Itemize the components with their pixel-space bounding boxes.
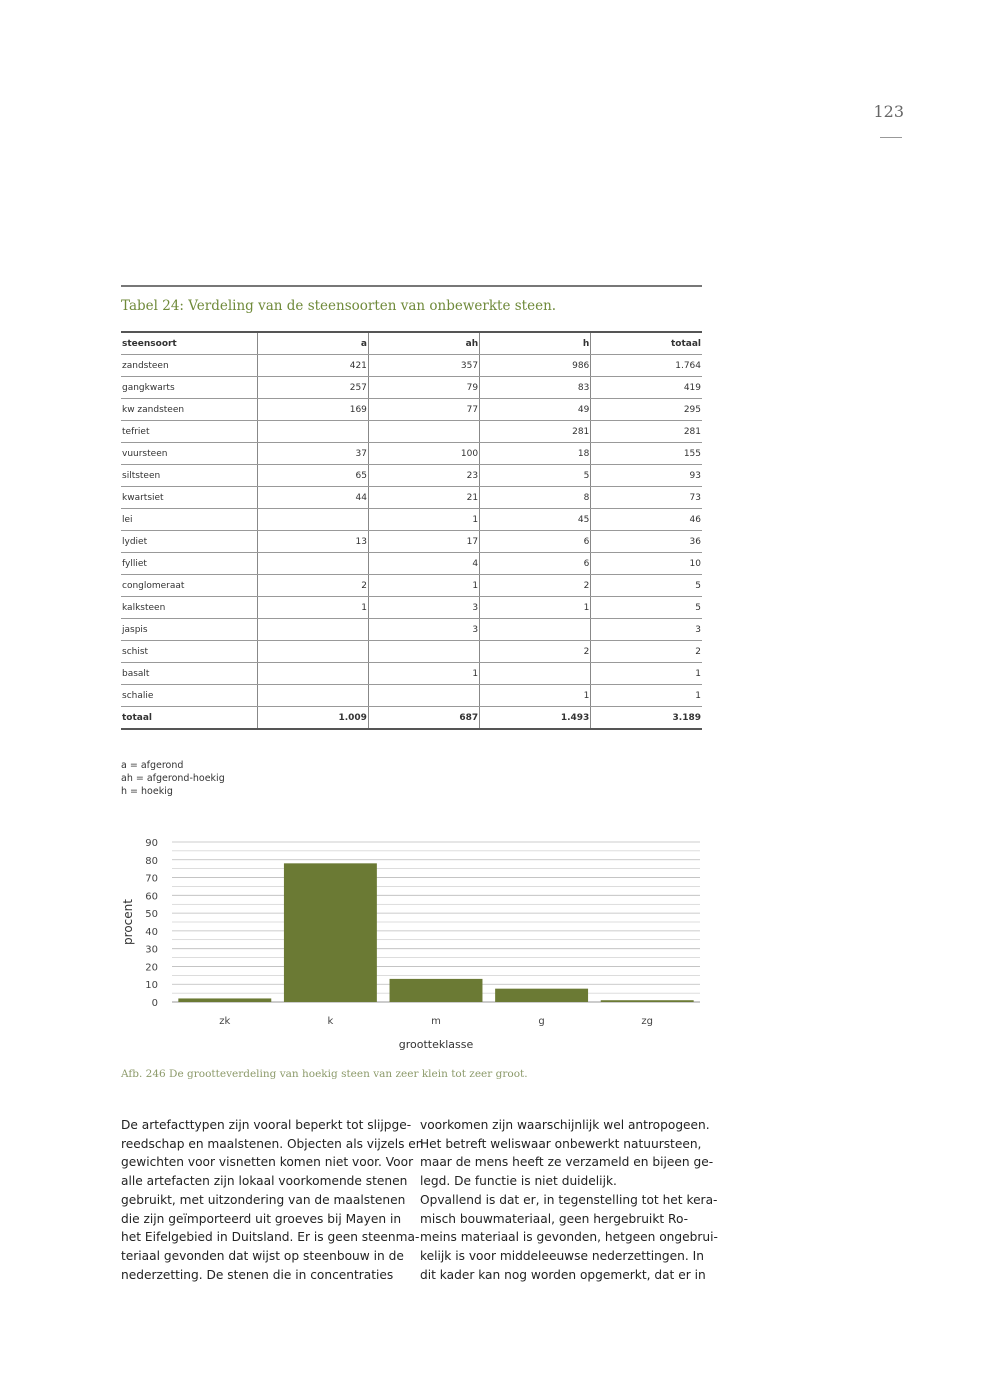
chart-grid (172, 842, 700, 1002)
cell-ah: 23 (368, 465, 479, 487)
table-row (121, 399, 702, 421)
cell-h: 986 (480, 355, 591, 377)
cell-totaal: 419 (591, 377, 702, 399)
chart-bars (178, 863, 693, 1002)
y-tick-label: 30 (145, 944, 158, 956)
cell-totaal: 1.764 (591, 355, 702, 377)
cell-steensoort: basalt (121, 663, 257, 685)
cell-ah: 3 (368, 619, 479, 641)
body-line: het Eifelgebied in Duitsland. Er is geen steenma- (121, 1230, 420, 1245)
cell-h (480, 663, 591, 685)
table-row (121, 553, 702, 575)
body-line: die zijn geïmporteerd uit groeves bij Mayen in (121, 1211, 402, 1226)
y-tick-label: 60 (145, 891, 158, 903)
cell-steensoort: schalie (121, 685, 257, 707)
table-row (121, 619, 702, 641)
cell-ah: 4 (368, 553, 479, 575)
cell-a: 65 (257, 465, 368, 487)
cell-steensoort: lei (121, 509, 257, 531)
cell-h: 18 (480, 443, 591, 465)
y-tick-label: 70 (145, 873, 158, 885)
cell-a: 37 (257, 443, 368, 465)
body-line: reedschap en maalstenen. Objecten als vijzels en (121, 1136, 424, 1151)
cell-a: 421 (257, 355, 368, 377)
y-tick-label: 20 (145, 962, 158, 974)
body-line: dit kader kan nog worden opgemerkt, dat er in (420, 1267, 706, 1282)
cell-ah: 79 (368, 377, 479, 399)
table-row (121, 509, 702, 531)
total-ah: 687 (368, 707, 479, 730)
table-row (121, 487, 702, 509)
total-h: 1.493 (480, 707, 591, 730)
cell-steensoort: jaspis (121, 619, 257, 641)
y-tick-label: 10 (145, 980, 158, 992)
cell-totaal: 2 (591, 641, 702, 663)
cell-totaal: 5 (591, 597, 702, 619)
body-line: gewichten voor visnetten komen niet voor. Voor (121, 1155, 414, 1170)
body-line: kelijk is voor middeleeuwse nederzettingen. In (420, 1248, 704, 1263)
cell-totaal: 5 (591, 575, 702, 597)
cell-ah: 1 (368, 509, 479, 531)
body-line: Het betreft weliswaar onbewerkt natuursteen, (420, 1136, 702, 1151)
bar-g (495, 989, 588, 1002)
y-tick-label: 0 (151, 998, 158, 1009)
cell-h: 1 (480, 597, 591, 619)
cell-a: 257 (257, 377, 368, 399)
cell-steensoort: lydiet (121, 531, 257, 553)
cell-a (257, 663, 368, 685)
cell-a (257, 619, 368, 641)
cell-a (257, 553, 368, 575)
cell-totaal: 155 (591, 443, 702, 465)
cell-totaal: 93 (591, 465, 702, 487)
cell-h: 6 (480, 553, 591, 575)
cell-ah (368, 421, 479, 443)
total-label: totaal (121, 707, 257, 730)
cell-ah: 17 (368, 531, 479, 553)
body-line: gebruikt, met uitzondering van de maalstenen (121, 1192, 406, 1207)
table-row (121, 685, 702, 707)
cell-h: 45 (480, 509, 591, 531)
cell-totaal: 36 (591, 531, 702, 553)
x-tick-label: zg (641, 1016, 654, 1027)
cell-h: 6 (480, 531, 591, 553)
cell-h: 2 (480, 641, 591, 663)
cell-a (257, 641, 368, 663)
table-row (121, 443, 702, 465)
body-line: misch bouwmateriaal, geen hergebruikt Ro- (420, 1211, 689, 1226)
cell-totaal: 1 (591, 663, 702, 685)
cell-ah: 100 (368, 443, 479, 465)
legend-line: a = afgerond (121, 760, 184, 771)
table-row (121, 377, 702, 399)
table-row (121, 355, 702, 377)
cell-a: 44 (257, 487, 368, 509)
bar-m (390, 979, 483, 1002)
body-text-left-column (121, 1116, 424, 1284)
cell-h: 5 (480, 465, 591, 487)
size-class-bar-chart (110, 830, 710, 1060)
cell-totaal: 295 (591, 399, 702, 421)
x-tick-label: m (431, 1016, 441, 1027)
body-line: alle artefacten zijn lokaal voorkomende stenen (121, 1174, 408, 1189)
header-h: h (480, 332, 591, 355)
bar-k (284, 863, 377, 1002)
header-totaal: totaal (591, 332, 702, 355)
table-total-row (121, 707, 702, 730)
table-title: Tabel 24: Verdeling van de steensoorten van onbewerkte steen. (121, 298, 557, 314)
cell-steensoort: conglomeraat (121, 575, 257, 597)
page-number: 123 (873, 102, 904, 121)
cell-a: 13 (257, 531, 368, 553)
cell-steensoort: vuursteen (121, 443, 257, 465)
table-row (121, 421, 702, 443)
body-line: meins materiaal is gevonden, hetgeen ongebrui- (420, 1230, 718, 1245)
legend-line: h = hoekig (121, 786, 173, 797)
cell-ah: 3 (368, 597, 479, 619)
header-a: a (257, 332, 368, 355)
cell-totaal: 73 (591, 487, 702, 509)
x-tick-label: zk (219, 1016, 231, 1027)
cell-ah (368, 641, 479, 663)
bar-zg (601, 1000, 694, 1002)
table-body (121, 355, 702, 707)
table-legend (121, 759, 225, 798)
cell-steensoort: kalksteen (121, 597, 257, 619)
cell-steensoort: zandsteen (121, 355, 257, 377)
header-steensoort: steensoort (121, 332, 257, 355)
x-tick-label: k (327, 1016, 334, 1027)
cell-a (257, 509, 368, 531)
cell-ah (368, 685, 479, 707)
cell-totaal: 46 (591, 509, 702, 531)
cell-totaal: 281 (591, 421, 702, 443)
legend-line: ah = afgerond-hoekig (121, 773, 225, 784)
table-header-row (121, 332, 702, 355)
x-tick-label: g (538, 1016, 545, 1027)
cell-h: 2 (480, 575, 591, 597)
total-totaal: 3.189 (591, 707, 702, 730)
body-line: Opvallend is dat er, in tegenstelling tot het kera- (420, 1192, 718, 1207)
table-row (121, 575, 702, 597)
body-line: teriaal gevonden dat wijst op steenbouw in de (121, 1248, 404, 1263)
table-row (121, 641, 702, 663)
page-number-rule (880, 137, 902, 138)
total-a: 1.009 (257, 707, 368, 730)
cell-ah: 21 (368, 487, 479, 509)
y-tick-label: 40 (145, 926, 158, 938)
cell-a (257, 685, 368, 707)
chart-y-axis-label: procent (121, 899, 135, 945)
cell-steensoort: siltsteen (121, 465, 257, 487)
stone-types-table (121, 331, 702, 730)
body-line: nederzetting. De stenen die in concentraties (121, 1267, 394, 1282)
chart-x-axis-label: grootteklasse (398, 1038, 474, 1051)
cell-h: 8 (480, 487, 591, 509)
cell-ah: 357 (368, 355, 479, 377)
body-line: De artefacttypen zijn vooral beperkt tot slijpge- (121, 1118, 412, 1132)
cell-ah: 77 (368, 399, 479, 421)
body-line: legd. De functie is niet duidelijk. (420, 1174, 617, 1189)
cell-a: 2 (257, 575, 368, 597)
table-row (121, 597, 702, 619)
body-line: maar de mens heeft ze verzameld en bijeen ge- (420, 1155, 714, 1170)
cell-totaal: 10 (591, 553, 702, 575)
cell-steensoort: gangkwarts (121, 377, 257, 399)
cell-a (257, 421, 368, 443)
cell-steensoort: kwartsiet (121, 487, 257, 509)
y-tick-label: 80 (145, 855, 158, 867)
cell-steensoort: kw zandsteen (121, 399, 257, 421)
table-row (121, 663, 702, 685)
bar-zk (178, 998, 271, 1002)
cell-steensoort: tefriet (121, 421, 257, 443)
figure-caption: Afb. 246 De grootteverdeling van hoekig steen van zeer klein tot zeer groot. (121, 1068, 528, 1080)
cell-h: 281 (480, 421, 591, 443)
cell-h (480, 619, 591, 641)
cell-a: 169 (257, 399, 368, 421)
cell-h: 1 (480, 685, 591, 707)
cell-ah: 1 (368, 663, 479, 685)
table-top-rule (121, 285, 702, 287)
cell-steensoort: fylliet (121, 553, 257, 575)
cell-a: 1 (257, 597, 368, 619)
cell-h: 49 (480, 399, 591, 421)
cell-ah: 1 (368, 575, 479, 597)
table-row (121, 531, 702, 553)
body-text-right-column (420, 1116, 718, 1284)
cell-h: 83 (480, 377, 591, 399)
cell-steensoort: schist (121, 641, 257, 663)
header-ah: ah (368, 332, 479, 355)
y-tick-label: 90 (145, 838, 158, 849)
table-row (121, 465, 702, 487)
body-line: voorkomen zijn waarschijnlijk wel antropogeen. (420, 1118, 710, 1132)
cell-totaal: 1 (591, 685, 702, 707)
cell-totaal: 3 (591, 619, 702, 641)
y-tick-label: 50 (145, 909, 158, 921)
